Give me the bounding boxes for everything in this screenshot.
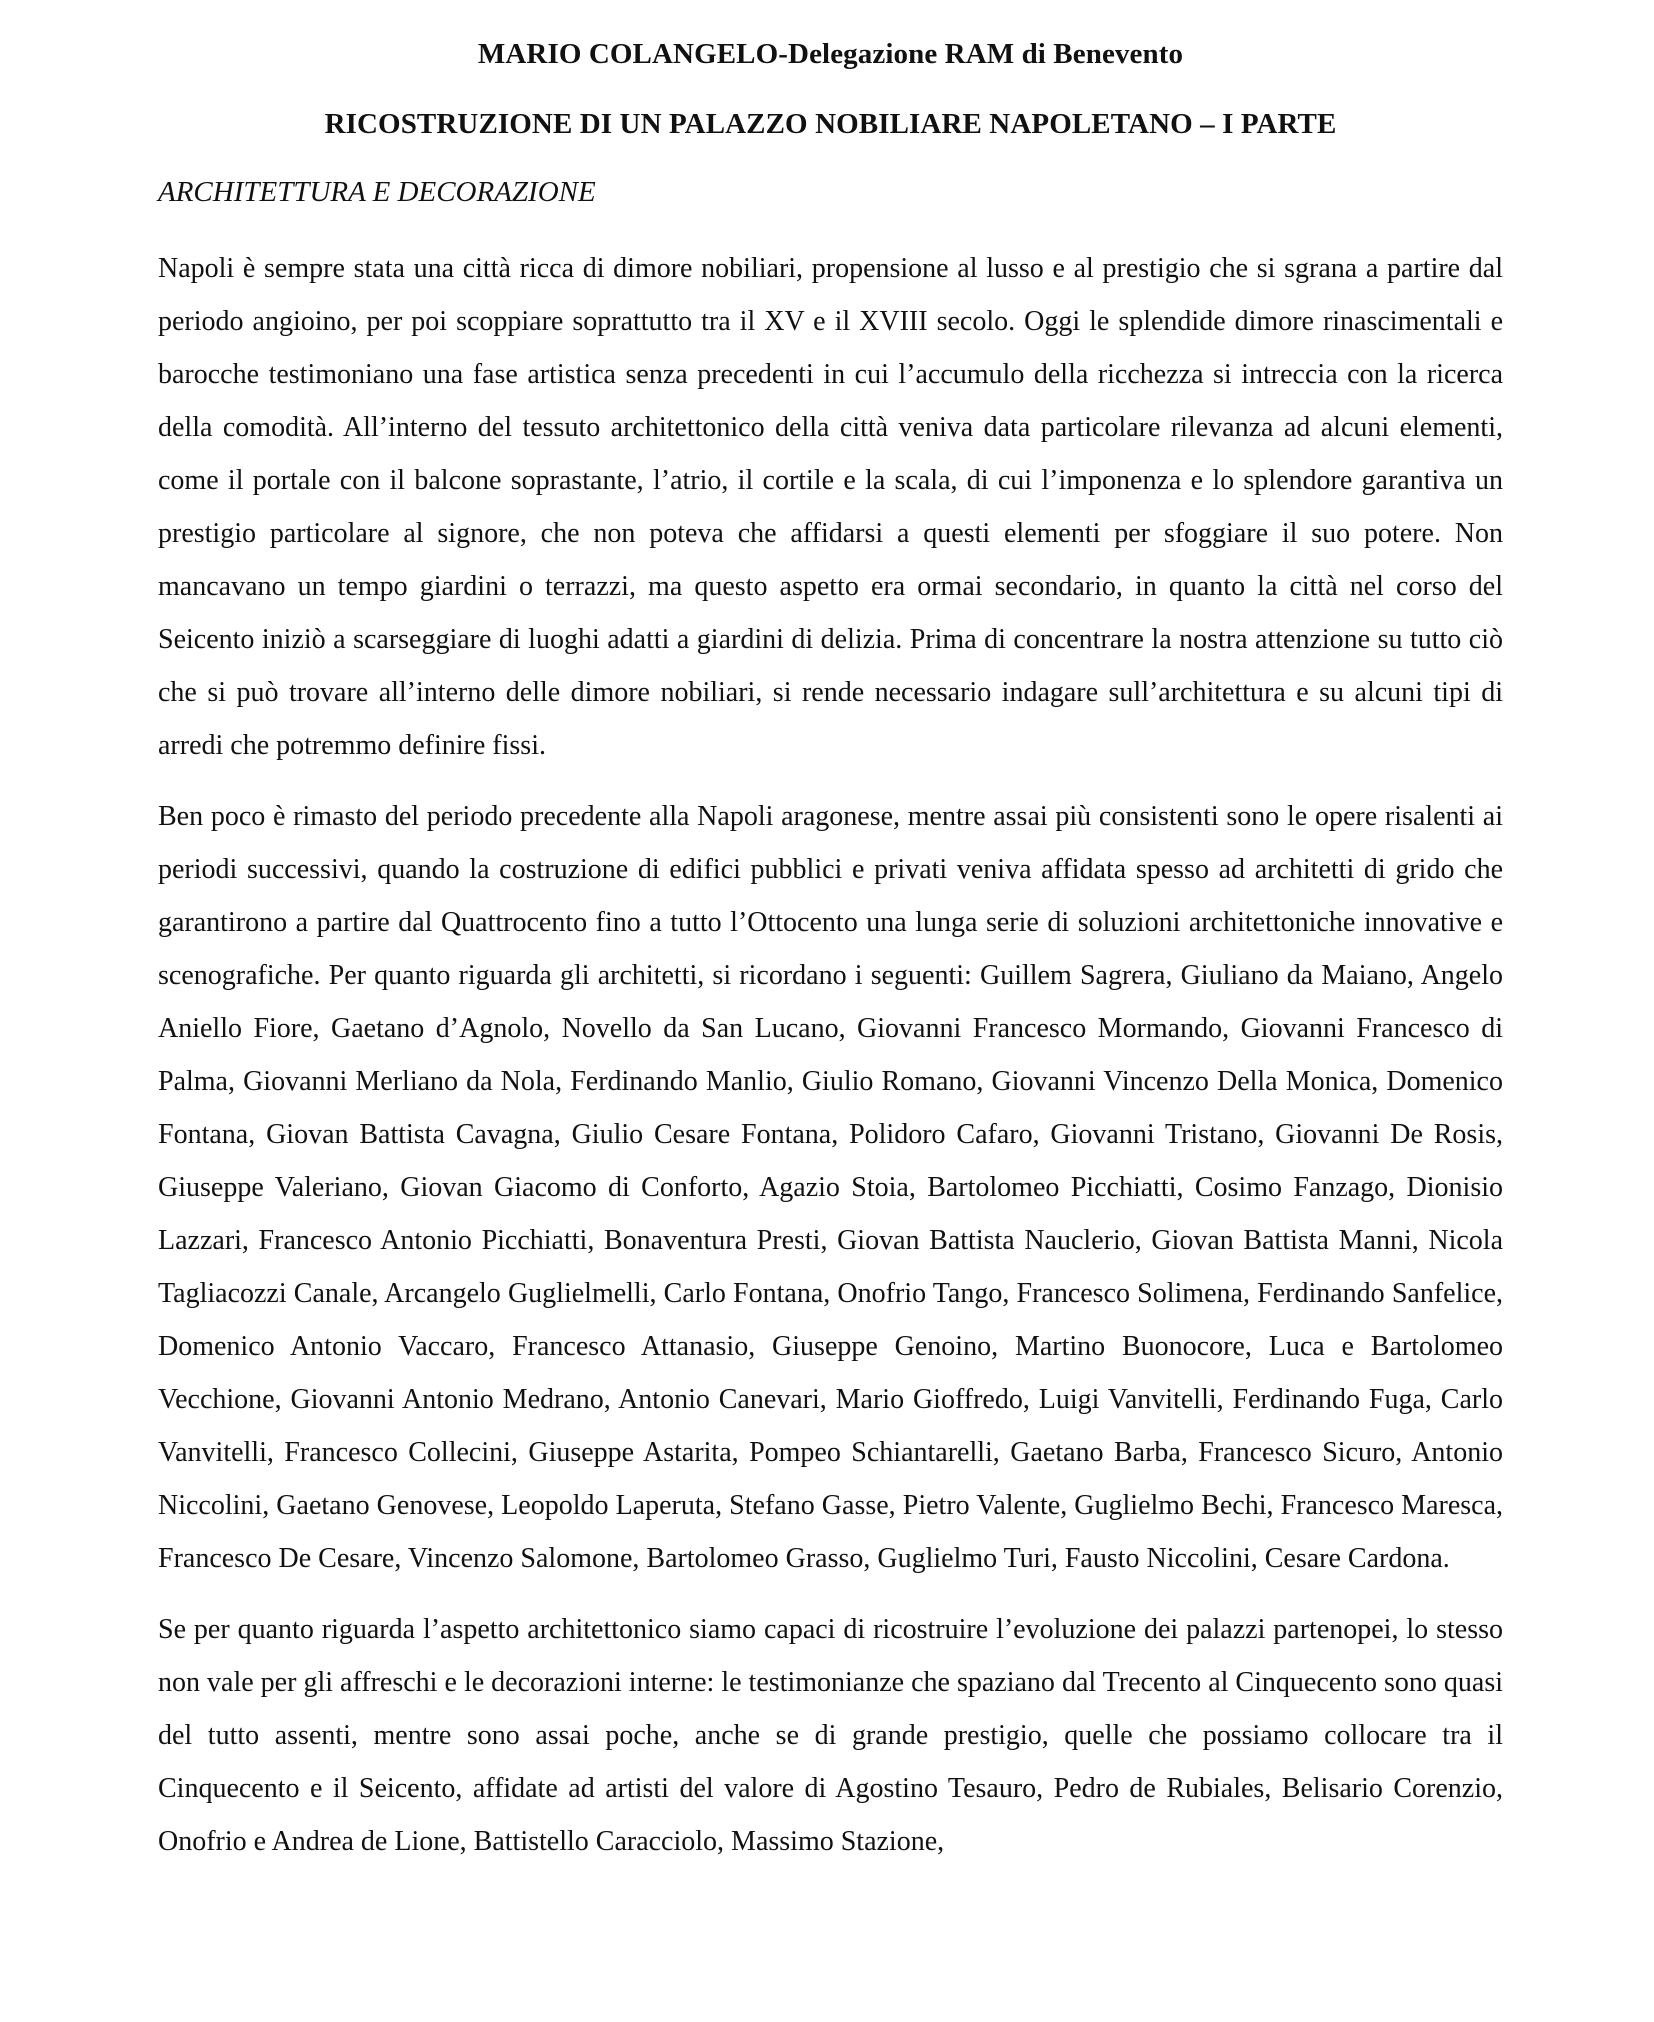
document-subtitle: RICOSTRUZIONE DI UN PALAZZO NOBILIARE NAPOLETANO – I PARTE	[324, 108, 1337, 140]
section-heading: ARCHITETTURA E DECORAZIONE	[158, 176, 596, 208]
document-title: MARIO COLANGELO-Delegazione RAM di Benevento	[477, 38, 1184, 70]
paragraph-intro: Napoli è sempre stata una città ricca di dimore nobiliari, propensione al lusso e al prestigio che si sgrana a partire dal periodo angioino, per poi scoppiare soprattutto tra il XV e il XVIII secolo. Oggi le splendide dimore rinascimentali e barocche testimoniano una fase artistica senza precedenti in cui l’accumulo della ricchezza si intreccia con la ricerca della comodità. All’interno del tessuto architettonico della città veniva data particolare rilevanza ad alcuni elementi, come il portale con il balcone soprastante, l’atrio, il cortile e la scala, di cui l’imponenza e lo splendore garantiva un prestigio particolare al signore, che non poteva che affidarsi a questi elementi per sfoggiare il suo potere. Non mancavano un tempo giardini o terrazzi, ma questo aspetto era ormai secondario, in quanto la città nel corso del Seicento iniziò a scarseggiare di luoghi adatti a giardini di delizia. Prima di concentrare la nostra attenzione su tutto ciò che si può trovare all’interno delle dimore nobiliari, si rende necessario indagare sull’architettura e su alcuni tipi di arredi che potremmo definire fissi.	[158, 253, 1503, 761]
document-body	[158, 34, 1503, 1886]
paragraph-decorations: Se per quanto riguarda l’aspetto architettonico siamo capaci di ricostruire l’evoluzione dei palazzi partenopei, lo stesso non vale per gli affreschi e le decorazioni interne: le testimonianze che spaziano dal Trecento al Cinquecento sono quasi del tutto assenti, mentre sono assai poche, anche se di grande prestigio, quelle che possiamo collocare tra il Cinquecento e il Seicento, affidate ad artisti del valore di Agostino Tesauro, Pedro de Rubiales, Belisario Corenzio, Onofrio e Andrea de Lione, Battistello Caracciolo, Massimo Stazione,	[158, 1614, 1503, 1857]
paragraph-architects: Ben poco è rimasto del periodo precedente alla Napoli aragonese, mentre assai più consistenti sono le opere risalenti ai periodi successivi, quando la costruzione di edifici pubblici e privati veniva affidata spesso ad architetti di grido che garantirono a partire dal Quattrocento fino a tutto l’Ottocento una lunga serie di soluzioni architettoniche innovative e scenografiche. Per quanto riguarda gli architetti, si ricordano i seguenti: Guillem Sagrera, Giuliano da Maiano, Angelo Aniello Fiore, Gaetano d’Agnolo, Novello da San Lucano, Giovanni Francesco Mormando, Giovanni Francesco di Palma, Giovanni Merliano da Nola, Ferdinando Manlio, Giulio Romano, Giovanni Vincenzo Della Monica, Domenico Fontana, Giovan Battista Cavagna, Giulio Cesare Fontana, Polidoro Cafaro, Giovanni Tristano, Giovanni De Rosis, Giuseppe Valeriano, Giovan Giacomo di Conforto, Agazio Stoia, Bartolomeo Picchiatti, Cosimo Fanzago, Dionisio Lazzari, Francesco Antonio Picchiatti, Bonaventura Presti, Giovan Battista Nauclerio, Giovan Battista Manni, Nicola Tagliacozzi Canale, Arcangelo Guglielmelli, Carlo Fontana, Onofrio Tango, Francesco Solimena, Ferdinando Sanfelice, Domenico Antonio Vaccaro, Francesco Attanasio, Giuseppe Genoino, Martino Buonocore, Luca e Bartolomeo Vecchione, Giovanni Antonio Medrano, Antonio Canevari, Mario Gioffredo, Luigi Vanvitelli, Ferdinando Fuga, Carlo Vanvitelli, Francesco Collecini, Giuseppe Astarita, Pompeo Schiantarelli, Gaetano Barba, Francesco Sicuro, Antonio Niccolini, Gaetano Genovese, Leopoldo Laperuta, Stefano Gasse, Pietro Valente, Guglielmo Bechi, Francesco Maresca, Francesco De Cesare, Vincenzo Salomone, Bartolomeo Grasso, Guglielmo Turi, Fausto Niccolini, Cesare Cardona.	[158, 801, 1503, 1574]
